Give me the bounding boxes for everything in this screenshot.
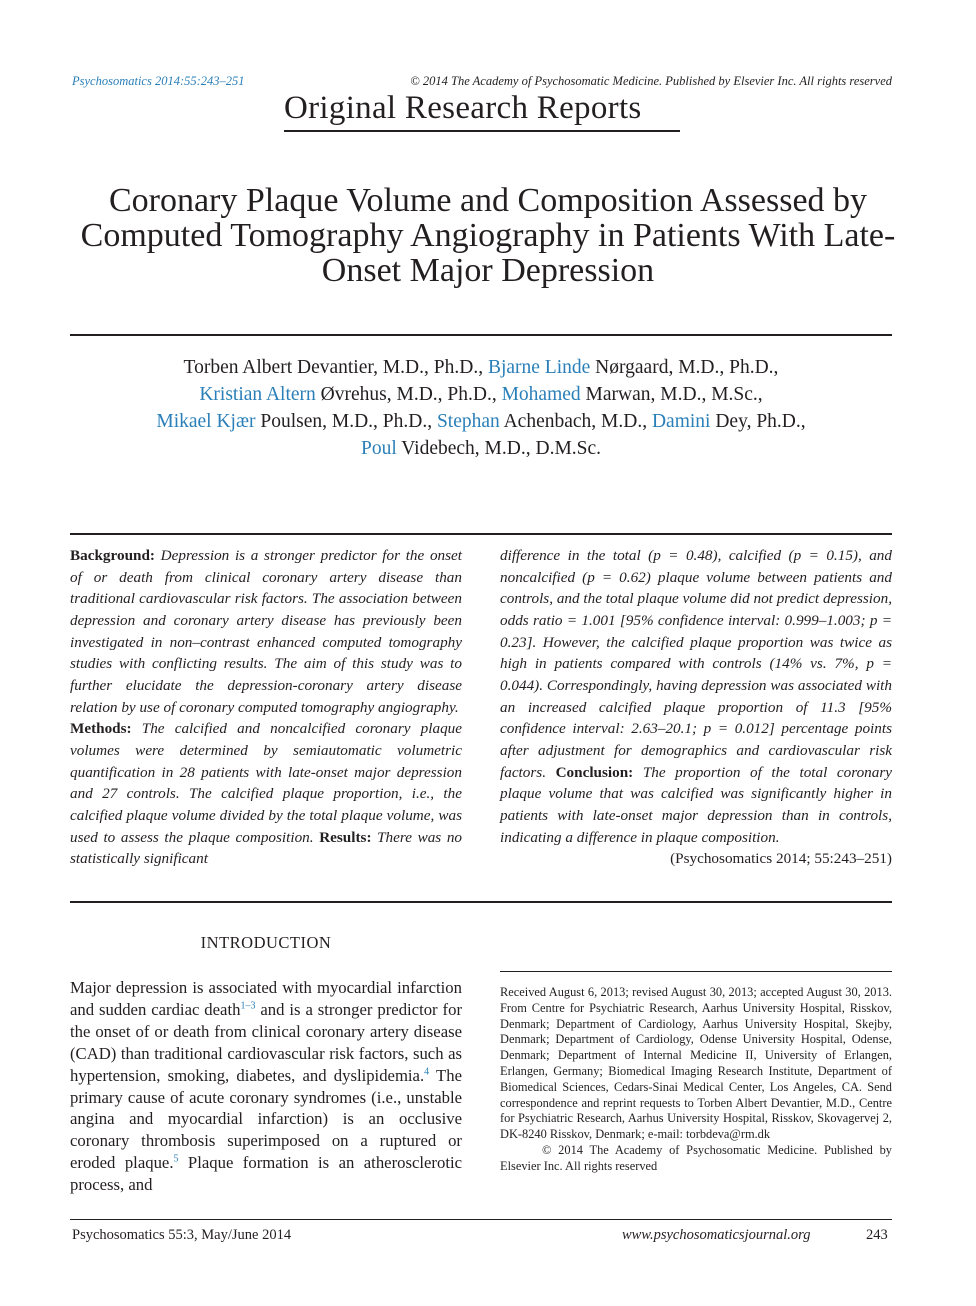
author: Stephan Achenbach, M.D., [436, 411, 648, 432]
abstract-top-rule [70, 533, 892, 535]
section-label: Original Research Reports [284, 90, 642, 126]
abstract-citation: (Psychosomatics 2014; 55:243–251) [670, 850, 892, 868]
author-link[interactable]: Damini [651, 411, 711, 432]
footer-rule [70, 1219, 892, 1220]
author-link[interactable]: Kristian Altern [199, 384, 316, 405]
footnote-rule [500, 971, 892, 972]
author: Kristian Altern Øvrehus, M.D., Ph.D., [199, 384, 497, 405]
article-footnote [500, 985, 892, 1175]
author-link[interactable]: Poul [360, 438, 397, 459]
abstract-left-column [70, 545, 462, 870]
page-number: 243 [866, 1227, 888, 1243]
section-rule [284, 130, 680, 132]
results-label: Results: [319, 828, 372, 846]
results-text-continued: difference in the total (p = 0.48), calcified (p = 0.15), and noncalcified (p = 0.62) plaque volume between patients and controls, and the total plaque volume did not predict depression, odds ratio = 1.001 [95% confidence interval: 0.999–1.003; p = 0.23]. However, the calcified plaque proportion was twice as high in patients compared with controls (14% vs. 7%, p = 0.044). Correspondingly, having depression was associated with an increased calcified plaque proportion of 11.3 [95% confidence interval: 2.63–20.1; p = 0.012] percentage points after adjustment for demographics and cardiovascular risk factors. [500, 547, 892, 781]
footnote-copyright: © 2014 The Academy of Psychosomatic Medicine. Published by Elsevier Inc. All rights reserved [500, 1142, 892, 1173]
author-list [70, 354, 892, 462]
author: Poul Videbech, M.D., D.M.Sc. [360, 438, 602, 459]
author: Torben Albert Devantier, M.D., Ph.D., [183, 357, 484, 378]
footer-journal-url[interactable]: www.psychosomaticsjournal.org [622, 1227, 811, 1243]
author-link[interactable]: Mikael Kjær [156, 411, 256, 432]
author: Damini Dey, Ph.D., [651, 411, 806, 432]
article-title: Coronary Plaque Volume and Composition Assessed by Computed Tomography Angiography in Patients With Late-Onset Major Depression [80, 182, 896, 289]
background-text: Depression is a stronger predictor for the onset of or death from clinical coronary artery disease than traditional cardiovascular risk factors. The association between depression and coronary artery disease has previously been investigated in non–contrast enhanced computed tomography studies with conflicting results. The aim of this study was to further elucidate the depression-coronary artery disease relation by use of coronary computed tomography angiography. [70, 547, 463, 716]
title-rule [70, 334, 892, 336]
results-text: There was no statistically significant [70, 828, 463, 868]
methods-label: Methods: [70, 720, 132, 738]
reference-link[interactable]: 1–3 [240, 1000, 256, 1012]
conclusion-label: Conclusion: [555, 763, 634, 781]
methods-text: The calcified and noncalcified coronary plaque volumes were determined by semiautomatic volumetric quantification in 28 patients with late-onset major depression and 27 controls. The calcified plaque proportion, i.e., the calcified plaque volume divided by the total plaque volume, was used to assess the plaque composition. [70, 720, 462, 846]
author-link[interactable]: Stephan [436, 411, 500, 432]
footer-journal-issue: Psychosomatics 55:3, May/June 2014 [72, 1227, 292, 1243]
journal-citation[interactable]: Psychosomatics 2014:55:243–251 [72, 74, 245, 88]
author: Bjarne Linde Nørgaard, M.D., Ph.D., [487, 357, 779, 378]
author: Mohamed Marwan, M.D., M.Sc., [501, 384, 763, 405]
abstract-right-column [500, 545, 892, 870]
reference-link[interactable]: 5 [173, 1153, 179, 1165]
introduction-body: Major depression is associated with myocardial infarction and sudden cardiac death$^{1-3}$ and is a stronger predictor for the onset of or death from clinical coronary artery disease (CAD) than traditional cardiovascular risk factors, such as hypertension, smoking, diabetes, and dyslipidemia.$^4$ The primary cause of acute coronary syndromes (i.e., unstable angina and myocardial infarction) is an occlusive coronary thrombosis superimposed on a ruptured or eroded plaque.$^5$ Plaque formation is an atherosclerotic process, and [70, 978, 462, 1195]
background-label: Background: [70, 547, 155, 564]
author-link[interactable]: Mohamed [501, 384, 581, 405]
author: Mikael Kjær Poulsen, M.D., Ph.D., [156, 411, 433, 432]
footnote-text: Received August 6, 2013; revised August 30, 2013; accepted August 30, 2013. From Centre for Psychiatric Research, Aarhus University Hospital, Risskov, Denmark; Department of Cardiology, Aarhus University Hospital, Skejby, Denmark; Department of Cardiology, Odense University Hospital, Odense, Denmark; Department of Internal Medicine II, University of Erlangen, Erlangen, Germany; Biomedical Imaging Research Institute, Department of Biomedical Sciences, Cedars-Sinai Medical Center, Los Angeles, CA. Send correspondence and reprint requests to Torben Albert Devantier, M.D., Centre for Psychiatric Research, Aarhus University Hospital, Risskov, Skovagervej 2, DK-8240 Risskov, Denmark; e-mail: torbdeva@rm.dk [500, 985, 892, 1142]
abstract-bottom-rule [70, 901, 892, 903]
conclusion-text: The proportion of the total coronary plaque volume that was calcified was significantly higher in patients with late-onset major depression than in controls, indicating a difference in plaque composition. [500, 763, 893, 846]
header-copyright: © 2014 The Academy of Psychosomatic Medicine. Published by Elsevier Inc. All rights reserved [410, 74, 892, 88]
reference-link[interactable]: 4 [424, 1066, 430, 1078]
author-link[interactable]: Bjarne Linde [487, 357, 591, 378]
introduction-heading: INTRODUCTION [200, 933, 332, 952]
